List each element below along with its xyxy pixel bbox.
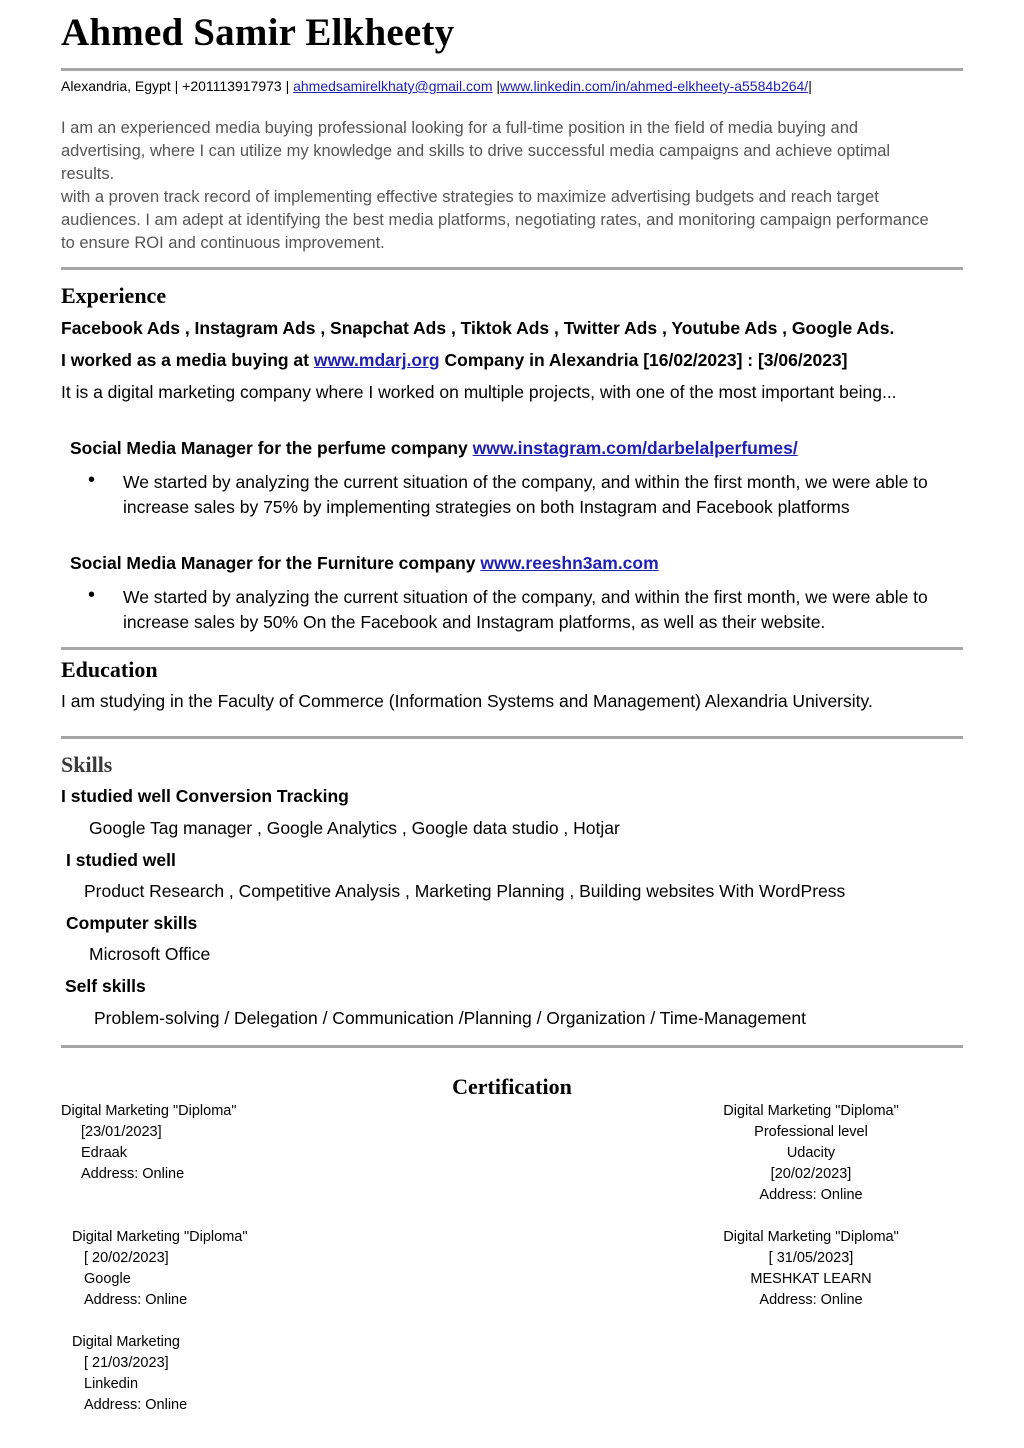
- skills-items: Microsoft Office: [89, 944, 211, 964]
- job-suffix: Company in Alexandria [16/02/2023] : [3/06/2023]: [439, 350, 848, 370]
- cert-address: Address: Online: [84, 1292, 188, 1308]
- skills-heading: Self skills: [65, 976, 146, 996]
- cert-date: [ 31/05/2023]: [768, 1250, 854, 1266]
- cert-date: [20/02/2023]: [770, 1166, 852, 1182]
- skills-heading: I studied well Conversion Tracking: [61, 786, 349, 806]
- cert-name: Digital Marketing "Diploma": [723, 1103, 899, 1119]
- summary-paragraph: with a proven track record of implementing effective strategies to maximize advertising budgets and reach target audiences. I am adept at identifying the best media platforms, negotiating rates, and monitoring campaign performance to ensure ROI and continuous improvement.: [61, 188, 929, 252]
- bullet-text: We started by analyzing the current situation of the company, and within the first month, we were able to increase sales by 75% by implementing strategies on both Instagram and Facebook platforms: [123, 472, 928, 517]
- cert-name: Digital Marketing "Diploma": [61, 1103, 237, 1119]
- cert-issuer: Udacity: [786, 1145, 836, 1161]
- instagram-link[interactable]: www.instagram.com/darbelalperfumes/: [472, 438, 798, 458]
- candidate-name: Ahmed Samir Elkheety: [61, 11, 455, 54]
- certificate: [61, 1101, 237, 1185]
- ad-platforms: Facebook Ads , Instagram Ads , Snapchat Ads , Tiktok Ads , Twitter Ads , Youtube Ads , Google Ads.: [61, 318, 895, 338]
- company-description: It is a digital marketing company where I worked on multiple projects, with one of the most important being...: [61, 382, 897, 402]
- cert-level: Professional level: [754, 1124, 868, 1140]
- bullet-text: We started by analyzing the current situation of the company, and within the first month, we were able to increase sales by 50% On the Facebook and Instagram platforms, as well as their website.: [123, 587, 928, 632]
- role-perfume: [70, 438, 798, 459]
- skills-heading: Computer skills: [66, 913, 198, 933]
- certificate: [72, 1227, 248, 1311]
- cert-date: [23/01/2023]: [81, 1124, 162, 1140]
- cert-issuer: Edraak: [81, 1145, 127, 1161]
- divider: [61, 68, 963, 71]
- job-prefix: I worked as a media buying at: [61, 350, 314, 370]
- company-link[interactable]: www.mdarj.org: [313, 350, 440, 370]
- certification-title: Certification: [452, 1074, 572, 1099]
- cert-name: Digital Marketing "Diploma": [723, 1229, 899, 1245]
- separator: |: [808, 78, 812, 94]
- cert-address: Address: Online: [81, 1166, 185, 1182]
- role-title: Social Media Manager for the perfume company: [70, 438, 473, 458]
- cert-issuer: MESHKAT LEARN: [750, 1271, 872, 1287]
- skills-heading: I studied well: [66, 850, 176, 870]
- reeshn3am-link[interactable]: www.reeshn3am.com: [480, 553, 659, 573]
- cert-issuer: Linkedin: [84, 1376, 139, 1392]
- cert-address: Address: Online: [759, 1292, 863, 1308]
- divider: [61, 1045, 963, 1048]
- linkedin-link[interactable]: www.linkedin.com/in/ahmed-elkheety-a5584b264/: [500, 78, 809, 94]
- skills-title: Skills: [61, 752, 113, 777]
- contact-line: [61, 78, 812, 94]
- cert-address: Address: Online: [759, 1187, 863, 1203]
- bullet-item: [88, 470, 963, 520]
- role-furniture: [70, 553, 659, 574]
- skills-items: Problem-solving / Delegation / Communication /Planning / Organization / Time-Management: [94, 1008, 807, 1028]
- certificate: [686, 1227, 936, 1311]
- divider: [61, 736, 963, 739]
- location-phone: Alexandria, Egypt | +201113917973 |: [61, 78, 294, 94]
- cert-issuer: Google: [84, 1271, 131, 1287]
- summary-paragraph: I am an experienced media buying professional looking for a full-time position in the field of media buying and advertising, where I can utilize my knowledge and skills to drive successful media campaigns and achieve optimal results.: [61, 119, 891, 183]
- cert-address: Address: Online: [84, 1397, 188, 1413]
- cert-date: [ 20/02/2023]: [84, 1250, 169, 1266]
- bullet-icon: •: [88, 584, 96, 606]
- separator: |: [492, 78, 501, 94]
- certificate: [686, 1101, 936, 1206]
- skills-items: Product Research , Competitive Analysis , Marketing Planning , Building websites With WordPress: [84, 881, 846, 901]
- job-line: [61, 350, 848, 371]
- certificate: [72, 1332, 187, 1416]
- divider: [61, 267, 963, 270]
- education-title: Education: [61, 657, 158, 682]
- role-title: Social Media Manager for the Furniture company: [70, 553, 481, 573]
- cert-date: [ 21/03/2023]: [84, 1355, 169, 1371]
- bullet-item: [88, 585, 963, 635]
- email-link[interactable]: ahmedsamirelkhaty@gmail.com: [293, 78, 493, 94]
- summary: [61, 117, 941, 255]
- cert-name: Digital Marketing "Diploma": [72, 1229, 248, 1245]
- bullet-icon: •: [88, 469, 96, 491]
- experience-title: Experience: [61, 283, 167, 308]
- cert-name: Digital Marketing: [72, 1334, 180, 1350]
- divider: [61, 647, 963, 650]
- education-text: I am studying in the Faculty of Commerce (Information Systems and Management) Alexandria University.: [61, 691, 873, 711]
- skills-items: Google Tag manager , Google Analytics , Google data studio , Hotjar: [89, 818, 620, 838]
